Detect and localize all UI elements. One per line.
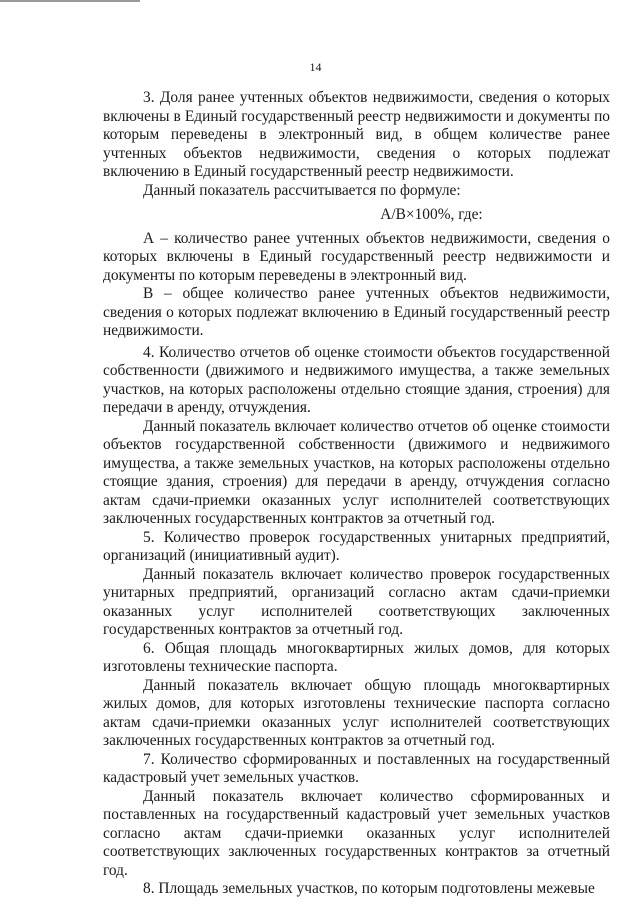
paragraph-item-6: 6. Общая площадь многоквартирных жилых домов, для которых изготовлены технические паспорта. (103, 639, 610, 675)
paragraph-item-6-description: Данный показатель включает общую площадь многоквартирных жилых домов, для которых изготовлены технические паспорта согласно актам сдачи-приемки оказанных услуг исполнителей соответствующих заключенных государственных контрактов за отчетный год. (103, 676, 610, 749)
definition-b: В – общее количество ранее учтенных объектов недвижимости, сведения о которых подлежат включению в Единый государственный реестр недвижимости. (103, 285, 610, 339)
formula-intro: Данный показатель рассчитывается по формуле: (143, 181, 461, 199)
formula: А/В×100%, где: (380, 206, 483, 223)
scan-top-edge-line (0, 0, 140, 2)
paragraph-item-8: 8. Площадь земельных участков, по которым подготовлены межевые (143, 880, 595, 897)
paragraph-item-7: 7. Количество сформированных и поставленных на государственный кадастровый учет земельных участков. (103, 750, 610, 786)
paragraph-item-7-description: Данный показатель включает количество сформированных и поставленных на государственный кадастровый учет земельных участков согласно актам сдачи-приемки оказанных услуг исполнителей соответствующих заключенных государственных контрактов за отчетный год. (103, 787, 610, 879)
definition-a: А – количество ранее учтенных объектов недвижимости, сведения о которых включены в Единый государственный реестр недвижимости и документы по которым переведены в электронный вид. (103, 229, 610, 284)
paragraph-item-3: 3. Доля ранее учтенных объектов недвижимости, сведения о которых включены в Единый государственный реестр недвижимости и документы по которым переведены в электронный вид, в общем количестве ранее учтенных объектов недвижимости, сведения о которых подлежат включению в Единый государственный реестр недвижимости. (103, 89, 610, 180)
document-body (103, 89, 610, 899)
paragraph-item-4-description: Данный показатель включает количество отчетов об оценке стоимости объектов государственной собственности (движимого и недвижимого имущества, а также земельных участков, на которых расположены отдельно стоящие здания, строения) для передачи в аренду, отчуждения согласно актам сдачи-приемки оказанных услуг исполнителей соответствующих заключенных государственных контрактов за отчетный год. (103, 417, 610, 527)
paragraph-item-5: 5. Количество проверок государственных унитарных предприятий, организаций (инициативный аудит). (103, 528, 610, 564)
paragraph-item-5-description: Данный показатель включает количество проверок государственных унитарных предприятий, организаций согласно актам сдачи-приемки оказанных услуг исполнителей соответствующих заключенных государственных контрактов за отчетный год. (103, 565, 610, 638)
page-number: 14 (309, 60, 322, 74)
paragraph-item-4: 4. Количество отчетов об оценке стоимости объектов государственной собственности (движимого и недвижимого имущества, а также земельных участков, на которых расположены отдельно стоящие здания, строения) для передачи в аренду, отчуждения. (103, 343, 610, 416)
